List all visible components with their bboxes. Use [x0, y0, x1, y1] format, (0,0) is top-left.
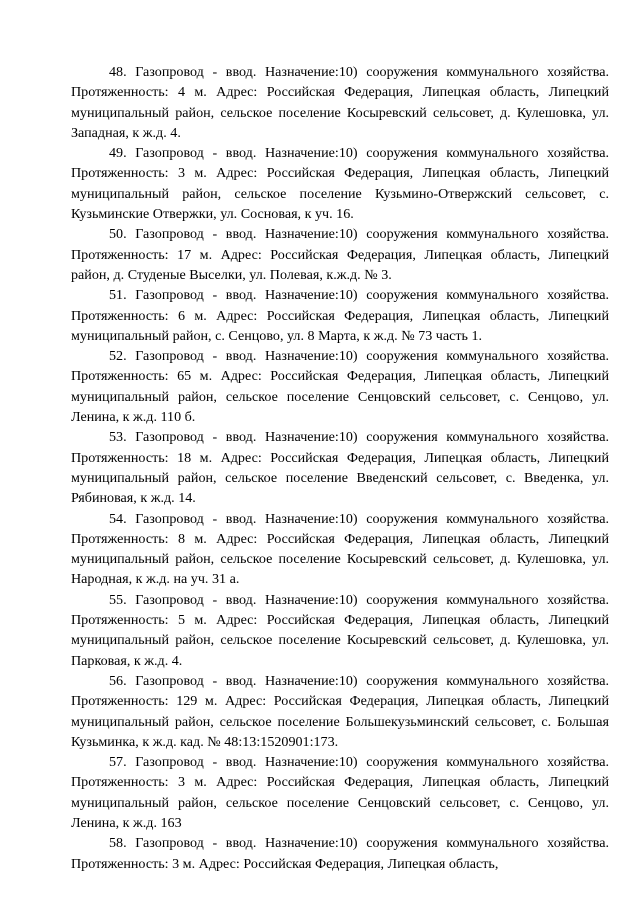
list-item-57: 57. Газопровод - ввод. Назначение:10) сооружения коммунального хозяйства. Протяженность: 3 м. Адрес: Российская Федерация, Липецкая область, Липецкий муниципальный район, сельское поселение Сенцовский сельсовет, с. Сенцово, ул. Ленина, к ж.д. 163 [71, 754, 609, 831]
list-item-54: 54. Газопровод - ввод. Назначение:10) сооружения коммунального хозяйства. Протяженность: 8 м. Адрес: Российская Федерация, Липецкая область, Липецкий муниципальный район, сельское поселение Косыревский сельсовет, д. Кулешовка, ул. Народная, к ж.д. на уч. 31 а. [71, 510, 609, 588]
list-item-50: 50. Газопровод - ввод. Назначение:10) сооружения коммунального хозяйства. Протяженность: 17 м. Адрес: Российская Федерация, Липецкая область, Липецкий район, д. Студеные Выселки, ул. Полевая, к.ж.д. № 3. [71, 226, 609, 283]
list-item-48: 48. Газопровод - ввод. Назначение:10) сооружения коммунального хозяйства. Протяженность: 4 м. Адрес: Российская Федерация, Липецкая область, Липецкий муниципальный район, сельское поселение Косыревский сельсовет, д. Кулешовка, ул. Западная, к ж.д. 4. [71, 64, 609, 141]
list-item-52: 52. Газопровод - ввод. Назначение:10) сооружения коммунального хозяйства. Протяженность: 65 м. Адрес: Российская Федерация, Липецкая область, Липецкий муниципальный район, сельское поселение Сенцовский сельсовет, с. Сенцово, ул. Ленина, к ж.д. 110 б. [71, 348, 609, 426]
list-item-51: 51. Газопровод - ввод. Назначение:10) сооружения коммунального хозяйства. Протяженность: 6 м. Адрес: Российская Федерация, Липецкая область, Липецкий муниципальный район, с. Сенцово, ул. 8 Марта, к ж.д. № 73 часть 1. [71, 287, 609, 344]
list-item-49: 49. Газопровод - ввод. Назначение:10) сооружения коммунального хозяйства. Протяженность: 3 м. Адрес: Российская Федерация, Липецкая область, Липецкий муниципальный район, сельское поселение Кузьмино-Отвержский сельсовет, с. Кузьминские Отвержки, ул. Сосновая, к уч. 16. [71, 145, 609, 223]
list-item-53: 53. Газопровод - ввод. Назначение:10) сооружения коммунального хозяйства. Протяженность: 18 м. Адрес: Российская Федерация, Липецкая область, Липецкий муниципальный район, сельское поселение Введенский сельсовет, с. Введенка, ул. Рябиновая, к ж.д. 14. [71, 429, 609, 507]
list-item-58: 58. Газопровод - ввод. Назначение:10) сооружения коммунального хозяйства. Протяженность: 3 м. Адрес: Российская Федерация, Липецкая область, [71, 835, 609, 872]
list-item-56: 56. Газопровод - ввод. Назначение:10) сооружения коммунального хозяйства. Протяженность: 129 м. Адрес: Российская Федерация, Липецкая область, Липецкий муниципальный район, сельское поселение Большекузьминский сельсовет, с. Большая Кузьминка, к ж.д. кад. № 48:13:1520901:173. [71, 672, 609, 750]
list-item-55: 55. Газопровод - ввод. Назначение:10) сооружения коммунального хозяйства. Протяженность: 5 м. Адрес: Российская Федерация, Липецкая область, Липецкий муниципальный район, сельское поселение Косыревский сельсовет, д. Кулешовка, ул. Парковая, к ж.д. 4. [71, 591, 609, 669]
document-body [71, 62, 609, 874]
